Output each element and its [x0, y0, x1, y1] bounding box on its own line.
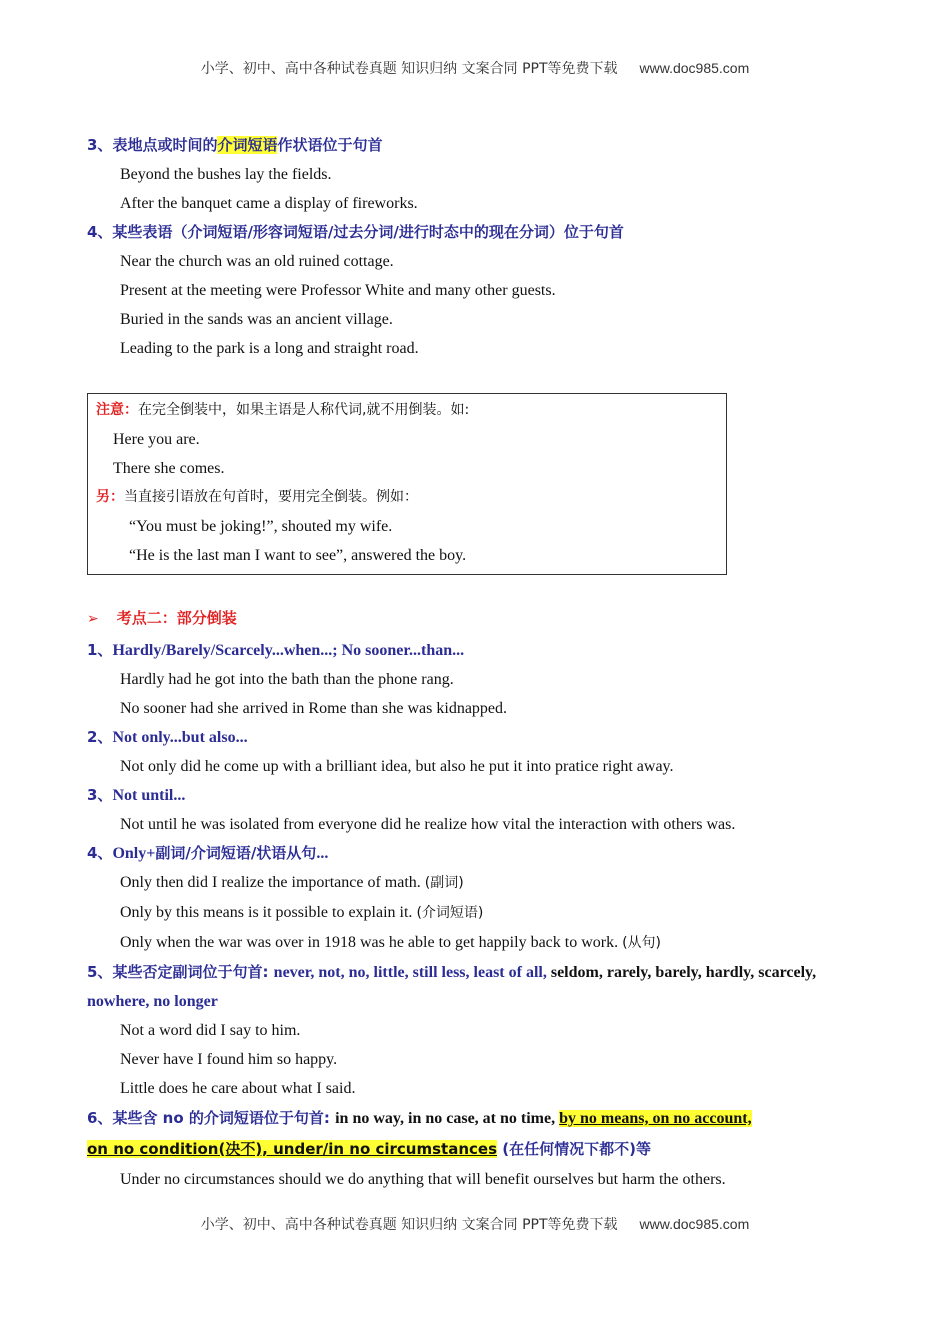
- heading-list-black: in no way, in no case, at no time,: [335, 1110, 560, 1127]
- heading-highlight: on no condition(决不), under/in no circumstances: [87, 1140, 498, 1158]
- note-text: 当直接引语放在句首时，要用完全倒装。例如：: [124, 489, 418, 505]
- heading-text: Not only...but also...: [112, 729, 248, 746]
- heading-p3: [87, 781, 867, 810]
- example-line: Leading to the park is a long and straight road.: [120, 340, 419, 357]
- example-line: Not only did he come up with a brilliant idea, but also he put it into pratice right away.: [120, 758, 674, 775]
- heading-p1: [87, 636, 867, 665]
- heading-list-blue: never, not, no, little, still less, least of all,: [273, 964, 547, 981]
- note-box: [87, 393, 727, 575]
- example-en: Only when the war was over in 1918 was he able to get happily back to work.: [120, 934, 623, 951]
- heading-text: Not until...: [112, 787, 186, 804]
- example-line: [120, 928, 867, 958]
- heading-text: Hardly/Barely/Scarcely...when...; No sooner...than...: [112, 642, 465, 659]
- example-line: Little does he care about what I said.: [120, 1080, 356, 1097]
- example-zh: (介词短语): [416, 905, 484, 921]
- example-line: Buried in the sands was an ancient village.: [120, 311, 393, 328]
- section-title-text: 考点二：部分倒装: [116, 609, 237, 627]
- example-en: Only by this means is it possible to explain it.: [120, 904, 417, 921]
- header-url[interactable]: www.doc985.com: [639, 60, 750, 76]
- heading-text-zh: 副词/介词短语/状语从句: [155, 844, 317, 862]
- note-example: There she comes.: [113, 460, 225, 477]
- example-line: Never have I found him so happy.: [120, 1051, 338, 1068]
- heading-list-black: nowhere, no longer: [87, 993, 218, 1010]
- heading-p2: [87, 723, 867, 752]
- heading-s4: 4、某些表语（介词短语/形容词短语/过去分词/进行时态中的现在分词）位于句首: [87, 223, 624, 241]
- heading-p4: [87, 839, 867, 868]
- example-line: [120, 898, 867, 928]
- heading-s3-post: 作状语位于句首: [277, 136, 383, 154]
- heading-p5: [87, 958, 867, 987]
- heading-num: 3、: [87, 786, 113, 804]
- heading-text-zh: 某些含 no 的介词短语位于句首:: [112, 1109, 336, 1127]
- note-label: 另：: [96, 489, 124, 505]
- example-line: Under no circumstances should we do anything that will benefit ourselves but harm the others.: [120, 1171, 726, 1188]
- arrow-icon: ➢: [87, 611, 99, 627]
- example-line: Beyond the bushes lay the fields.: [120, 166, 332, 183]
- heading-text: Only+: [112, 845, 156, 862]
- note-example: “He is the last man I want to see”, answered the boy.: [129, 547, 467, 564]
- note-example: Here you are.: [113, 431, 200, 448]
- note-text: 在完全倒装中，如果主语是人称代词,就不用倒装。如:: [138, 402, 470, 418]
- footer-url[interactable]: www.doc985.com: [639, 1216, 750, 1232]
- example-line: Not a word did I say to him.: [120, 1022, 301, 1039]
- heading-num: 5、: [87, 963, 113, 981]
- example-line: [120, 868, 867, 898]
- page-header: [0, 58, 950, 78]
- note-line-1: [96, 396, 718, 425]
- example-line: Present at the meeting were Professor White and many other guests.: [120, 282, 556, 299]
- example-zh: (从句): [622, 935, 662, 951]
- example-line: Not until he was isolated from everyone did he realize how vital the interaction with others was.: [120, 816, 736, 833]
- heading-p6: [87, 1103, 867, 1165]
- footer-text: 小学、初中、高中各种试卷真题 知识归纳 文案合同 PPT等免费下载: [200, 1217, 618, 1233]
- example-line: Near the church was an old ruined cottage.: [120, 253, 394, 270]
- note-label: 注意：: [96, 402, 138, 418]
- example-zh: (副词): [424, 875, 464, 891]
- note-example: “You must be joking!”, shouted my wife.: [129, 518, 393, 535]
- heading-text-zh: 某些否定副词位于句首:: [112, 963, 274, 981]
- heading-s3-num: 3、: [87, 136, 113, 154]
- heading-p5-line2: [87, 987, 867, 1016]
- header-text: 小学、初中、高中各种试卷真题 知识归纳 文案合同 PPT等免费下载: [200, 61, 618, 77]
- page-footer: [0, 1214, 950, 1234]
- document-body: [87, 131, 867, 1194]
- example-line: After the banquet came a display of fireworks.: [120, 195, 418, 212]
- heading-s3-highlight: 介词短语: [217, 136, 278, 154]
- heading-num: 2、: [87, 728, 113, 746]
- heading-tail: (在任何情况下都不)等: [497, 1140, 651, 1158]
- heading-highlight: by no means, on no account,: [559, 1110, 752, 1127]
- example-en: Only then did I realize the importance of math.: [120, 874, 425, 891]
- heading-num: 6、: [87, 1109, 113, 1127]
- example-line: Hardly had he got into the bath than the phone rang.: [120, 671, 454, 688]
- heading-s3: [87, 131, 867, 160]
- heading-num: 1、: [87, 641, 113, 659]
- heading-list-black: seldom, rarely, barely, hardly, scarcely,: [546, 964, 817, 981]
- heading-text-end: ...: [316, 845, 329, 862]
- example-line: No sooner had she arrived in Rome than she was kidnapped.: [120, 700, 508, 717]
- heading-num: 4、: [87, 844, 113, 862]
- heading-s3-pre: 表地点或时间的: [112, 136, 218, 154]
- section-title: [87, 607, 867, 628]
- note-line-2: [96, 483, 718, 512]
